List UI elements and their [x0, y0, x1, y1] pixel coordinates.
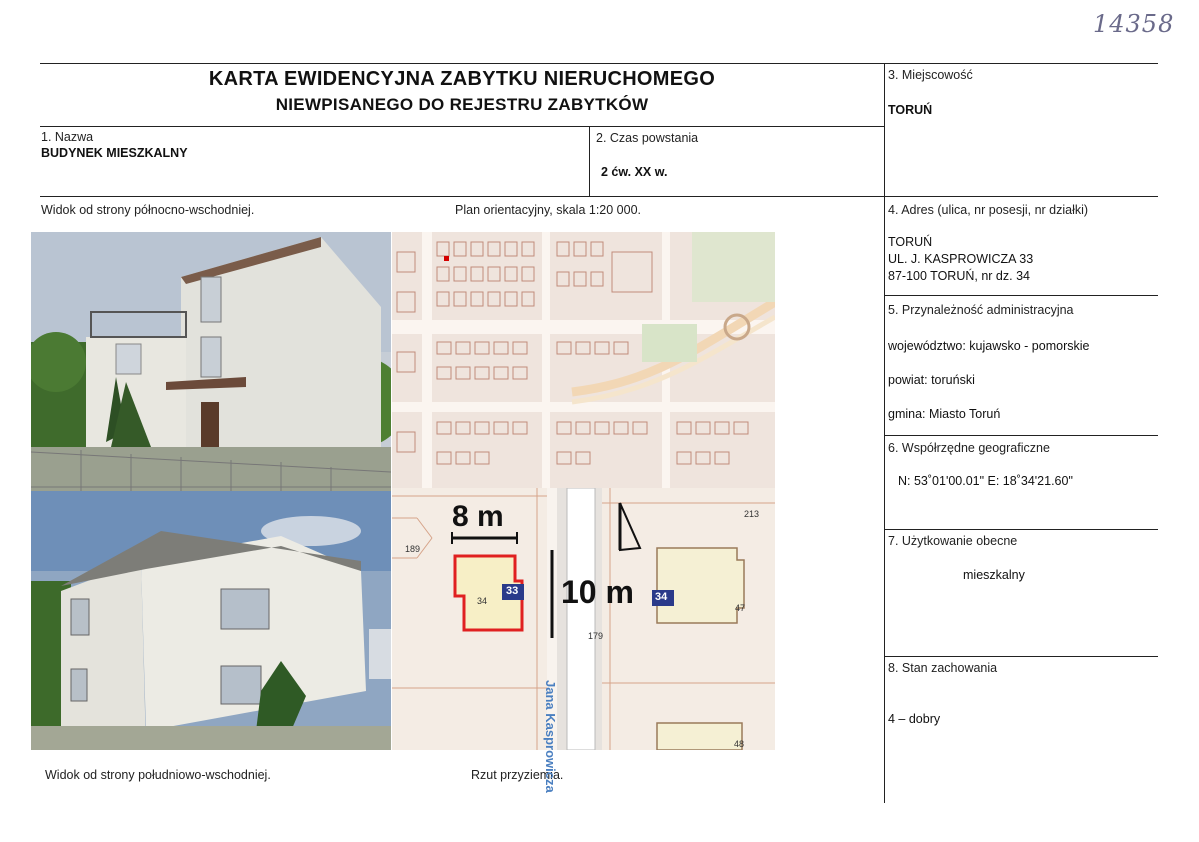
- house-number-34: 34: [655, 591, 668, 603]
- card-title: KARTA EWIDENCYJNA ZABYTKU NIERUCHOMEGO: [208, 68, 716, 90]
- handwritten-inventory-number: 14358: [1093, 10, 1175, 38]
- top-border: [40, 63, 1158, 64]
- right-column-divider: [884, 63, 885, 803]
- caption-view-se: Widok od strony południowo-wschodniej.: [45, 768, 271, 782]
- map-orientation-plan: [392, 232, 775, 488]
- scale-8m-label: 8 m: [452, 500, 504, 533]
- parcel-179-label: 179: [588, 631, 604, 641]
- parcel-48-label: 48: [734, 739, 745, 749]
- divider-6: [884, 435, 1158, 436]
- caption-view-ne: Widok od strony północno-wschodniej.: [41, 203, 255, 217]
- address-line-3: 87-100 TORUŃ, nr dz. 34: [888, 269, 1030, 283]
- street-label: Jana Kasprowicza: [543, 680, 558, 793]
- divider-8: [884, 656, 1158, 657]
- condition-value: 4 – dobry: [888, 712, 941, 726]
- parcel-47-label: 47: [735, 603, 746, 613]
- condition-label: 8. Stan zachowania: [888, 661, 998, 675]
- card-subtitle: NIEWPISANEGO DO REJESTRU ZABYTKÓW: [275, 95, 649, 114]
- admin-label: 5. Przynależność administracyjna: [888, 303, 1074, 317]
- name-value: BUDYNEK MIESZKALNY: [41, 146, 188, 160]
- header-divider: [40, 126, 884, 127]
- caption-ground-plan: Rzut przyziemia.: [471, 768, 564, 782]
- caption-plan: Plan orientacyjny, skala 1:20 000.: [455, 203, 641, 217]
- usage-label: 7. Użytkowanie obecne: [888, 534, 1018, 548]
- date-label: 2. Czas powstania: [596, 131, 699, 145]
- county-value: powiat: toruński: [888, 373, 975, 387]
- divider-7: [884, 529, 1158, 530]
- address-line-1: TORUŃ: [888, 235, 933, 249]
- address-label: 4. Adres (ulica, nr posesji, nr działki): [888, 203, 1089, 217]
- coords-value: N: 53˚01'00.01" E: 18˚34'21.60": [898, 474, 1073, 488]
- place-label: 3. Miejscowość: [888, 68, 973, 82]
- fields-divider: [40, 196, 1158, 197]
- map-ground-plan: [392, 488, 775, 750]
- usage-value: mieszkalny: [963, 568, 1025, 582]
- parcel-34-label: 34: [477, 596, 488, 606]
- parcel-189-label: 189: [405, 544, 421, 554]
- scale-10m-label: 10 m: [561, 574, 634, 610]
- voivodeship-value: województwo: kujawsko - pomorskie: [888, 339, 1090, 353]
- house-number-33: 33: [506, 585, 519, 597]
- place-value: TORUŃ: [888, 103, 933, 117]
- photo-southeast-view: [31, 491, 391, 750]
- name-label: 1. Nazwa: [41, 130, 94, 144]
- divider-5: [884, 295, 1158, 296]
- commune-value: gmina: Miasto Toruń: [888, 407, 1001, 421]
- coords-label: 6. Współrzędne geograficzne: [888, 441, 1050, 455]
- photo-northeast-view: [31, 232, 391, 491]
- name-date-divider: [589, 126, 590, 196]
- parcel-213-label: 213: [744, 509, 760, 519]
- date-value: 2 ćw. XX w.: [601, 165, 668, 179]
- address-line-2: UL. J. KASPROWICZA 33: [888, 252, 1034, 266]
